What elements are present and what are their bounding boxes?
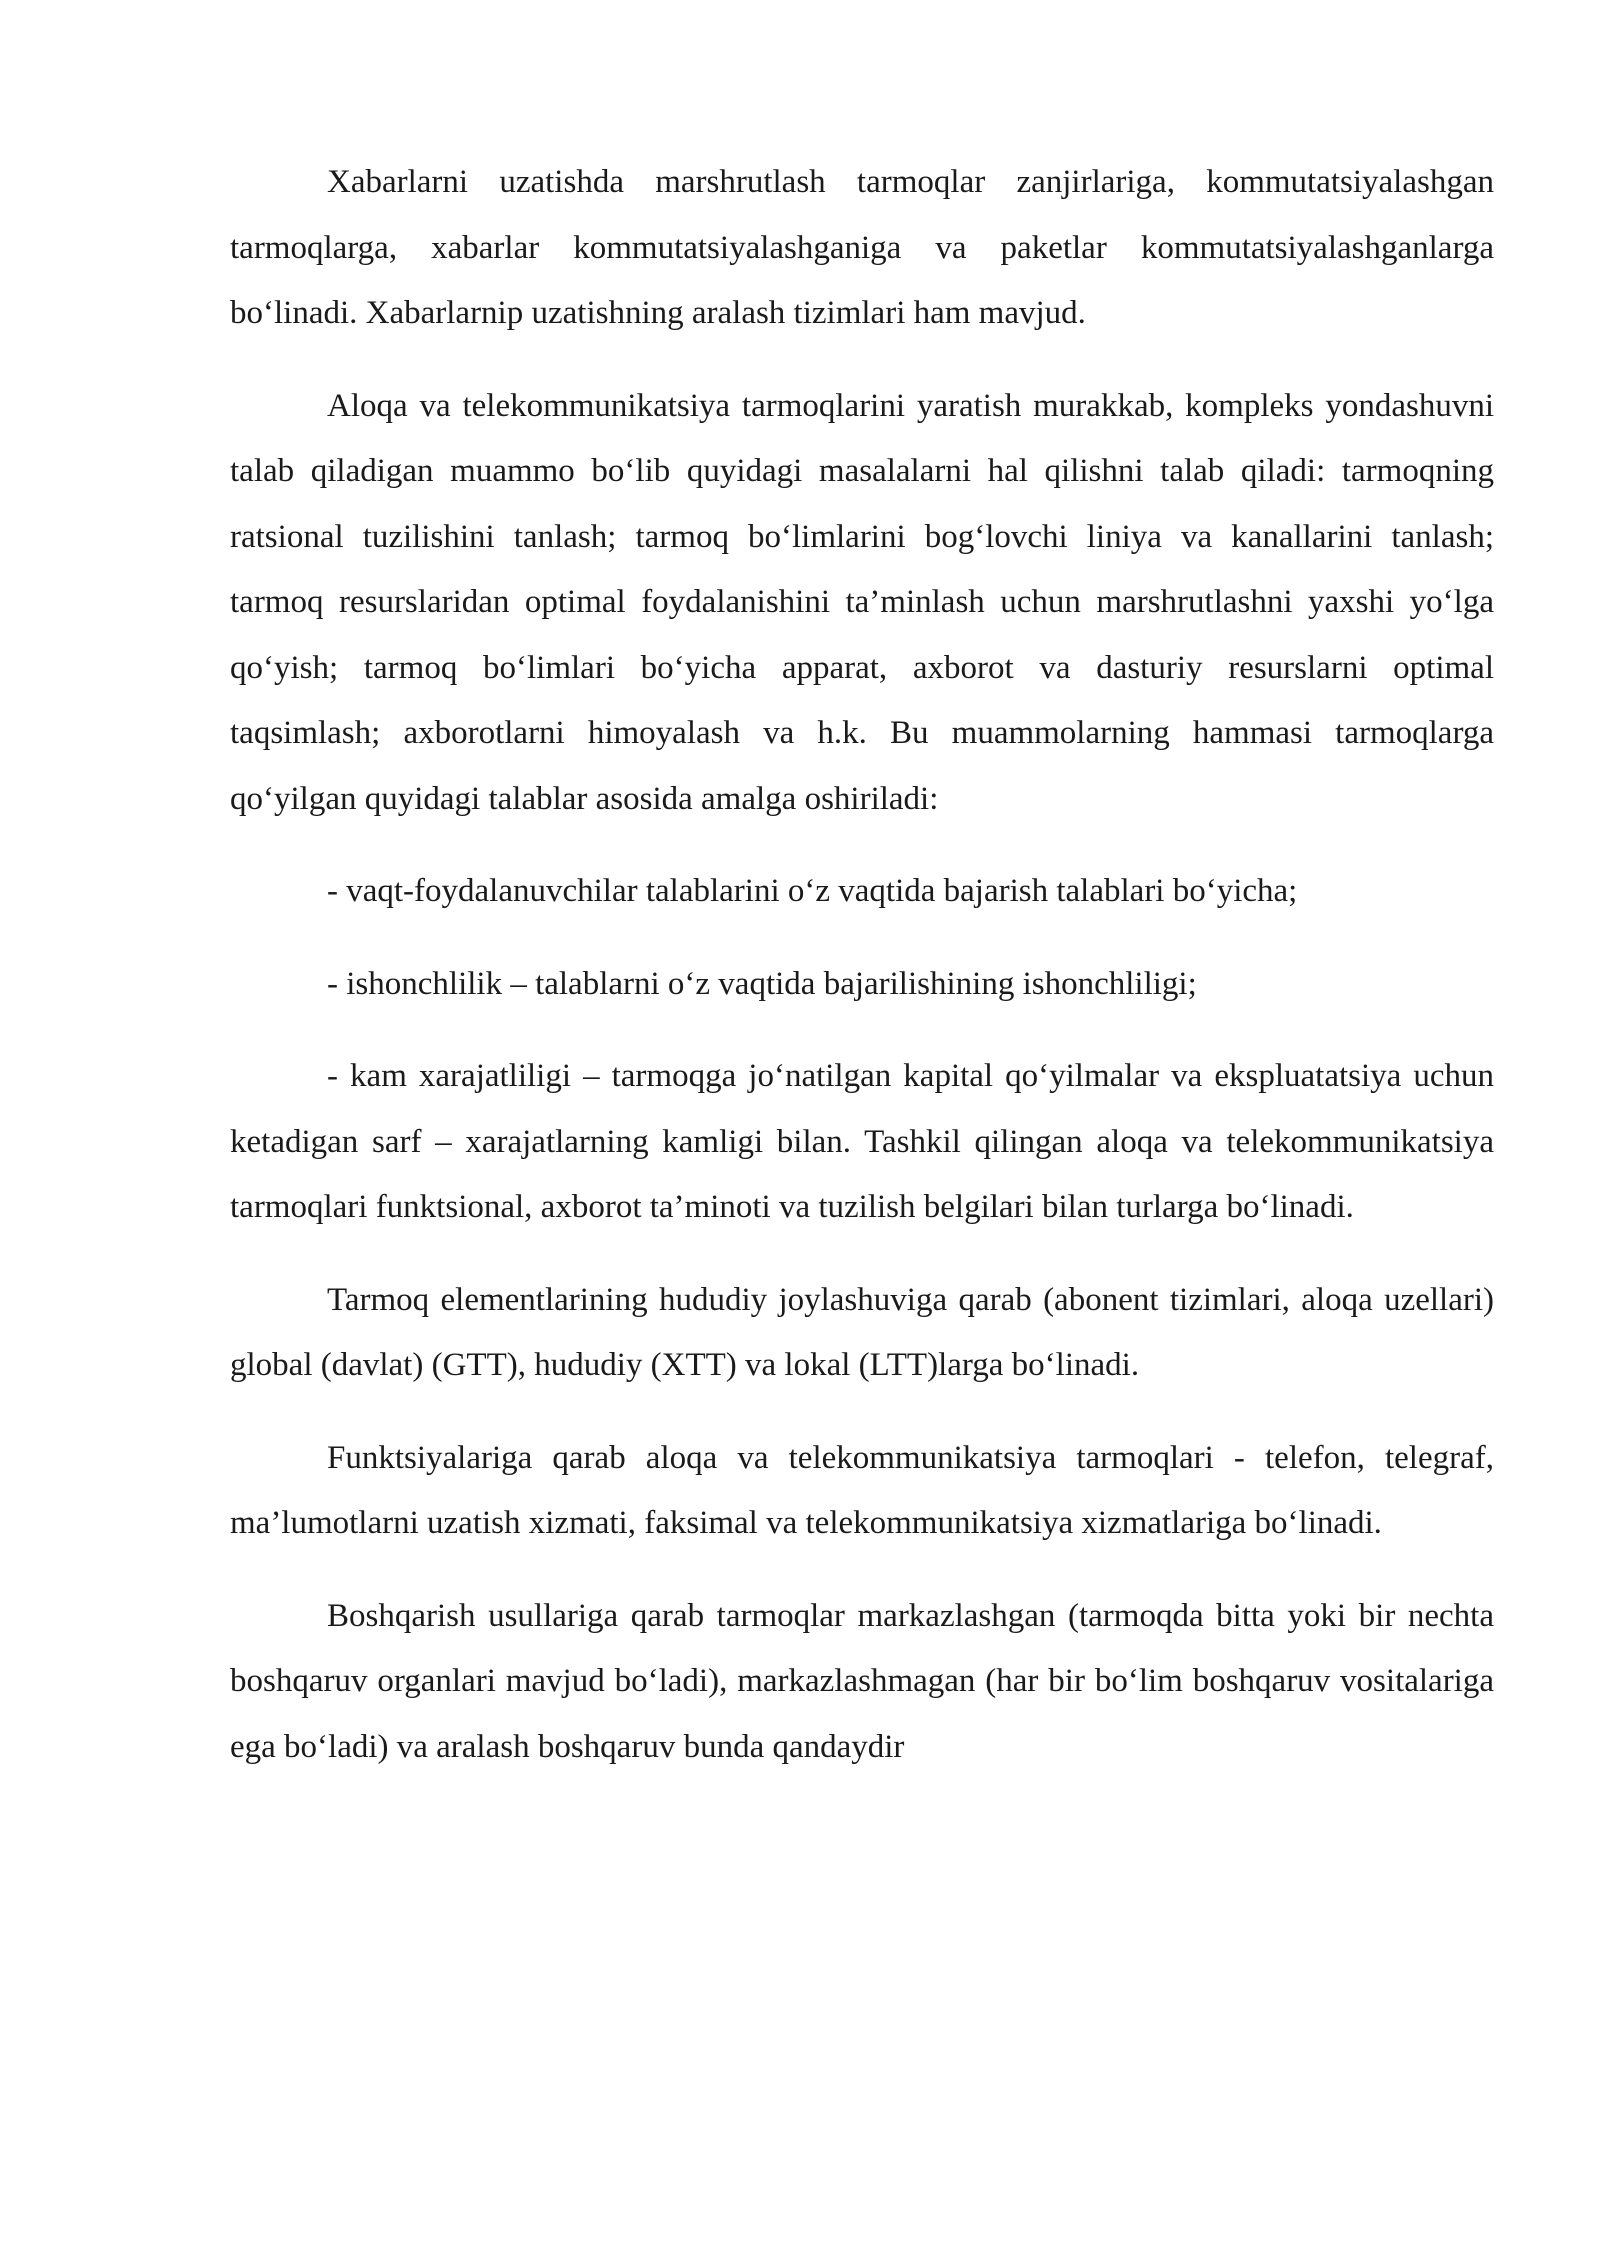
list-item-reliability: - ishonchlilik – talablarni o‘z vaqtida bajarilishining ishonchliligi;	[327, 965, 1197, 1002]
paragraph-message-routing: Xabarlarni uzatishda marshrutlash tarmoqlar zanjirlariga, kommutatsiyalashgan tarmoqlarga, xabarlar kommutatsiyalashganiga va paketlar kommutatsiyalashganlarga bo‘linadi. Xabarlarnip uzatishning aralash tizimlari ham mavjud.	[230, 164, 1494, 331]
paragraph-network-creation: Aloqa va telekommunikatsiya tarmoqlarini yaratish murakkab, kompleks yondashuvni talab qiladigan muammo bo‘lib quyidagi masalalarni hal qilishni talab qiladi: tarmoqning ratsional tuzilishini tanlash; tarmoq bo‘limlarini bog‘lovchi liniya va kanallarini tanlash; tarmoq resurslaridan optimal foydalanishini ta’minlash uchun marshrutlashni yaxshi yo‘lga qo‘yish; tarmoq bo‘limlari bo‘yicha apparat, axborot va dasturiy resurslarni optimal taqsimlash; axborotlarni himoyalash va h.k. Bu muammolarning hammasi tarmoqlarga qo‘yilgan quyidagi talablar asosida amalga oshiriladi:	[230, 387, 1494, 817]
paragraph-territorial-division: Tarmoq elementlarining hududiy joylashuviga qarab (abonent tizimlari, aloqa uzellari) global (davlat) (GTT), hududiy (XTT) va lokal (LTT)larga bo‘linadi.	[230, 1281, 1494, 1383]
document-body	[230, 150, 1494, 1780]
paragraph-functional-division: Funktsiyalariga qarab aloqa va telekommunikatsiya tarmoqlari - telefon, telegraf, ma’lumotlarni uzatish xizmati, faksimal va telekommunikatsiya xizmatlariga bo‘linadi.	[230, 1439, 1494, 1541]
list-item-low-cost: - kam xarajatliligi – tarmoqga jo‘natilgan kapital qo‘yilmalar va ekspluatatsiya uchun ketadigan sarf – xarajatlarning kamligi bilan. Tashkil qilingan aloqa va telekommunikatsiya tarmoqlari funktsional, axborot ta’minoti va tuzilish belgilari bilan turlarga bo‘linadi.	[230, 1058, 1494, 1225]
list-item-timeliness: - vaqt-foydalanuvchilar talablarini o‘z vaqtida bajarish talablari bo‘yicha;	[327, 873, 1298, 909]
paragraph-management-methods: Boshqarish usullariga qarab tarmoqlar markazlashgan (tarmoqda bitta yoki bir nechta boshqaruv organlari mavjud bo‘ladi), markazlashmagan (har bir bo‘lim boshqaruv vositalariga ega bo‘ladi) va aralash boshqaruv bunda qandaydir	[230, 1597, 1494, 1765]
